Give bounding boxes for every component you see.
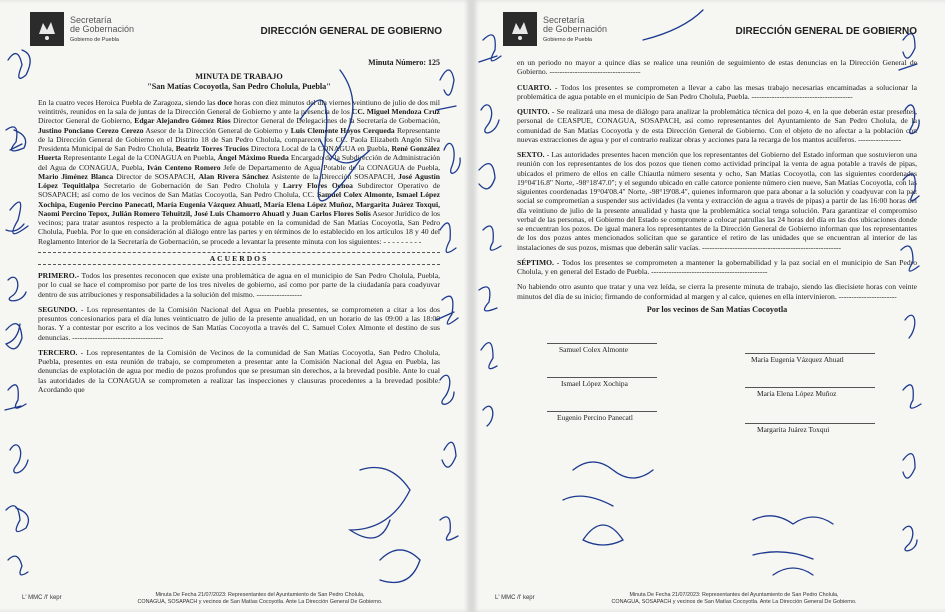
left-page xyxy=(0,0,470,612)
signature-block xyxy=(517,319,917,469)
signer-name: Eugenio Percino Panecatl xyxy=(557,412,633,422)
sec-line-2: de Gobernación xyxy=(70,24,135,35)
page-header xyxy=(30,12,450,52)
signer-name: Samuel Colex Almonte xyxy=(559,344,628,354)
minuta-number: Minuta Número: 125 xyxy=(368,58,440,67)
direccion-title: DIRECCIÓN GENERAL DE GOBIERNO xyxy=(260,26,442,37)
secretaria-name xyxy=(70,16,134,44)
sec-line-3: Gobierno de Puebla xyxy=(70,36,119,43)
acuerdos-heading: ACUERDOS xyxy=(38,252,440,265)
initials: L' MMC /l' kepr xyxy=(22,594,62,601)
initials: L' MMC /l' kepr xyxy=(495,594,535,601)
signer-name: María Eugenia Vázquez Ahuatl xyxy=(751,354,844,364)
state-logo-icon xyxy=(30,12,64,46)
right-body xyxy=(517,58,917,469)
segundo-paragraph: SEGUNDO. - Los representantes de la Comisión Nacional del Agua en Puebla presentes, se comprometen a citar a los dos presuntos concesionarios para el día lunes veinticuatro de julio de la presente anualidad, en un horario de las 09:00 a las 18:00 horas. Y a contestar por escrito a los vecinos de San Matías Cocoyotla a través del C. Samuel Colex Almonte el destino de sus denuncias. ------------------------------------ xyxy=(38,304,440,342)
vecinos-heading: Por los vecinos de San Matías Cocoyotla xyxy=(646,304,788,314)
footnote: Minuta De Fecha 21/07/2023: Representantes del Ayuntamiento de San Pedro Cholula, CONAGUA, SOSAPACH y vecinos de San Matías Cocoyotla. Ante La Dirección General De Gobierno. xyxy=(611,591,857,605)
footnote: Minuta De Fecha 21/07/2023: Representantes del Ayuntamiento de San Pedro Cholula, CONAGUA, SOSAPACH y vecinos de San Matías Cocoyotla. Ante La Dirección General De Gobierno. xyxy=(137,591,383,605)
right-page xyxy=(473,0,945,612)
state-logo-icon xyxy=(503,12,537,46)
tercero-paragraph: TERCERO. - Los representantes de la Comisión de Vecinos de la comunidad de San Matías Cocoyotla, San Pedro Cholula, Puebla, presentes en esta reunión de trabajo, se comprometen a presentar ante la Comisión Nacional del Agua en Puebla, las denuncias de explotación de agua por medio de pozos profundos que se presuman sin derechos, a la brevedad posible. Ante lo cual las autoridades de la CONAGUA se comprometen a realizar las inspecciones y clausuras procedentes a la brevedad posible. Acordando que xyxy=(38,347,440,394)
doc-subtitle: "San Matías Cocoyotla, San Pedro Cholula, Puebla" xyxy=(147,81,331,91)
sec-line-1: Secretaría xyxy=(70,15,112,25)
septimo-paragraph: SÉPTIMO. - Todos los presentes se comprometen a mantener la gobernabilidad y la paz social en el municipio de San Pedro Cholula, y en general del Estado de Puebla. ---------------------------------------------- xyxy=(517,257,917,276)
doc-title: MINUTA DE TRABAJO xyxy=(195,71,283,81)
signer-name: Margarita Juárez Toxqui xyxy=(757,424,830,434)
page-header xyxy=(503,12,925,52)
signer-name: Ismael López Xochipa xyxy=(561,378,628,388)
intro-paragraph: En la cuatro veces Heroica Puebla de Zaragoza, siendo las doce horas con diez minutos del día viernes veintiuno de julio de dos mil veintitrés, reunidos en la sala de juntas de la Dirección General de Gobierno y ante la presencia de los CC. Miguel Mendoza Cruz Director General de Gobierno, Edgar Alejandro Gómez Ríos Director General de Delegaciones de la Secretaría de Gobernación, Justino Ponciano Cerezo Cerezo Asesor de la Dirección General de Gobierno y Luis Clemente Hoyos Cerqueda Representante de la Dirección General de Gobierno en el Distrito 18 de San Pedro Cholula, comparecen los CC. Paola Elizabeth Angón Silva Presidenta Municipal de San Pedro Cholula, Beatriz Torres Trucíos Directora Local de la CONAGUA en Puebla, René González Huerta Representante Legal de la CONAGUA en Puebla, Ángel Máximo Rueda Encargado de la Subdirección de Administración del Agua de CONAGUA, Puebla, Iván Centeno Romero Jefe de Departamento de Agua Potable de la CONAGUA de Puebla, Mario Jiménez Blanca Director de SOSAPACH, Alan Rivera Sánchez Asistente de la Dirección SOSAPACH, José Agustín López Tequitlalpa Secretario de Gobernación de San Pedro Cholula y Larry Flores Ochoa Subdirector Operativo de SOSAPACH; así como de los vecinos de San Matías Cocoyotla, San Pedro Cholula, CC. Samuel Colex Almonte, Ismael López Xochipa, Eugenio Percino Panecatl, María Eugenia Vázquez Ahuatl, María Elena López Muñoz, Margarita Juárez Toxqui, Naomi Percino Tepox, Julián Romero Tehuitzil, José Luis Chamorro Ahuatl y Juan Carlos Flores Solís Asesor Jurídico de los vecinos; para tratar asuntos respecto a la problemática de agua potable en la comunidad de San Matías Cocoyotla, San Pedro Cholula, Puebla. Por lo que en consideración al diálogo entre las partes y en términos de lo establecido en los artículos 18 y 40 del Reglamento Interior de la Secretaría de Gobernación, se procede a levantar la presente minuta con los siguientes: - - - - - - - - - xyxy=(38,97,440,246)
cuarto-paragraph: CUARTO. - Todos los presentes se comprometen a llevar a cabo las mesas trabajo necesarias encaminadas a solucionar la problemática de agua potable en el municipio de San Pedro Cholula, Puebla. ---------------------------------------- xyxy=(517,82,917,101)
closing-paragraph: No habiendo otro asunto que tratar y una vez leída, se cierra la presente minuta de trabajo, siendo las diecisiete horas con veinte minutos del día de su inicio; firmando de conformidad al margen y al calce, quienes en ella intervinieron. ----------------------- xyxy=(517,282,917,301)
secretaria-name: Secretaría de Gobernación Gobierno de Puebla xyxy=(543,15,608,43)
quinto-paragraph: QUINTO. - Se realizará una mesa de diálogo para analizar la problemática técnica del pozo 4, en la que deberán estar presentes, personal de CEASPUE, CONAGUA, SOSAPACH, así como representantes del Ayuntamiento de San Pedro Cholula, de la comunidad de San Matías Cocoyotla y de esta Dirección General de Gobierno. Con el objeto de no afectar a la población con nuevas extracciones de agua y por el contrario realizar obras y acciones para la recarga de los mantos acuíferos. ----------------- xyxy=(517,107,917,144)
left-body xyxy=(38,58,440,394)
direccion-title: DIRECCIÓN GENERAL DE GOBIERNO xyxy=(735,26,917,37)
continuation-paragraph: en un periodo no mayor a quince días se realice una reunión de seguimiento de estas denuncias en la Dirección General de Gobierno. ------------------------------------ xyxy=(517,58,917,77)
primero-paragraph: PRIMERO.- Todos los presentes reconocen que existe una problemática de agua en el municipio de San Pedro Cholula, Puebla, por lo cual se hace el compromiso por parte de los tres niveles de gobierno, así como por parte de la ciudadanía para coadyuvar dentro de sus atribuciones y responsabilidades a la solución del mismo. ------------------ xyxy=(38,271,440,299)
signer-name: María Elena López Muñoz xyxy=(757,388,837,398)
sexto-paragraph: SEXTO. - Las autoridades presentes hacen mención que los representantes del Gobierno del Estado informan que sostuvieron una reunión con los representantes de los dos pozos que tienen como actividad principal la venta de agua potable a través de pipas, ubicados el primero de ellos en calle Chiautla número sesenta y ocho, San Matías Cocoyotla, con las siguientes coordenadas 19°04'16.8" Norte, -98°18'47.0"; y el segundo ubicado en calle catorce poniente número cien nueve, San Matías Cocoyotla, con las siguientes coordenadas 19°04'08.4" Norte, -98°19'08.4", quienes informaron que para abonar a la solución y coadyuvar con la paz social se comprometían a suspender sus actividades (la venta y extracción de agua a través de pipas) a partir de las 16:00 horas del día veintiuno de julio de la presente anualidad y hasta que la problemática social tenga solución. Para garantizar el compromiso verbal de las personas, el Gobierno del Estado se compromete a colocar patrullas las 24 horas del día en las dos ubicaciones donde se encuentran los pozos. De igual manera los representantes de la Dirección General de Gobierno informan que los representantes de los dos pozos antes mencionados solicitan que se garantice el retiro de las unidades que se encuentran al interior de las instalaciones de sus pozos, mismas que deberán salir vacías. ------------------------------------------------------- xyxy=(517,150,917,252)
